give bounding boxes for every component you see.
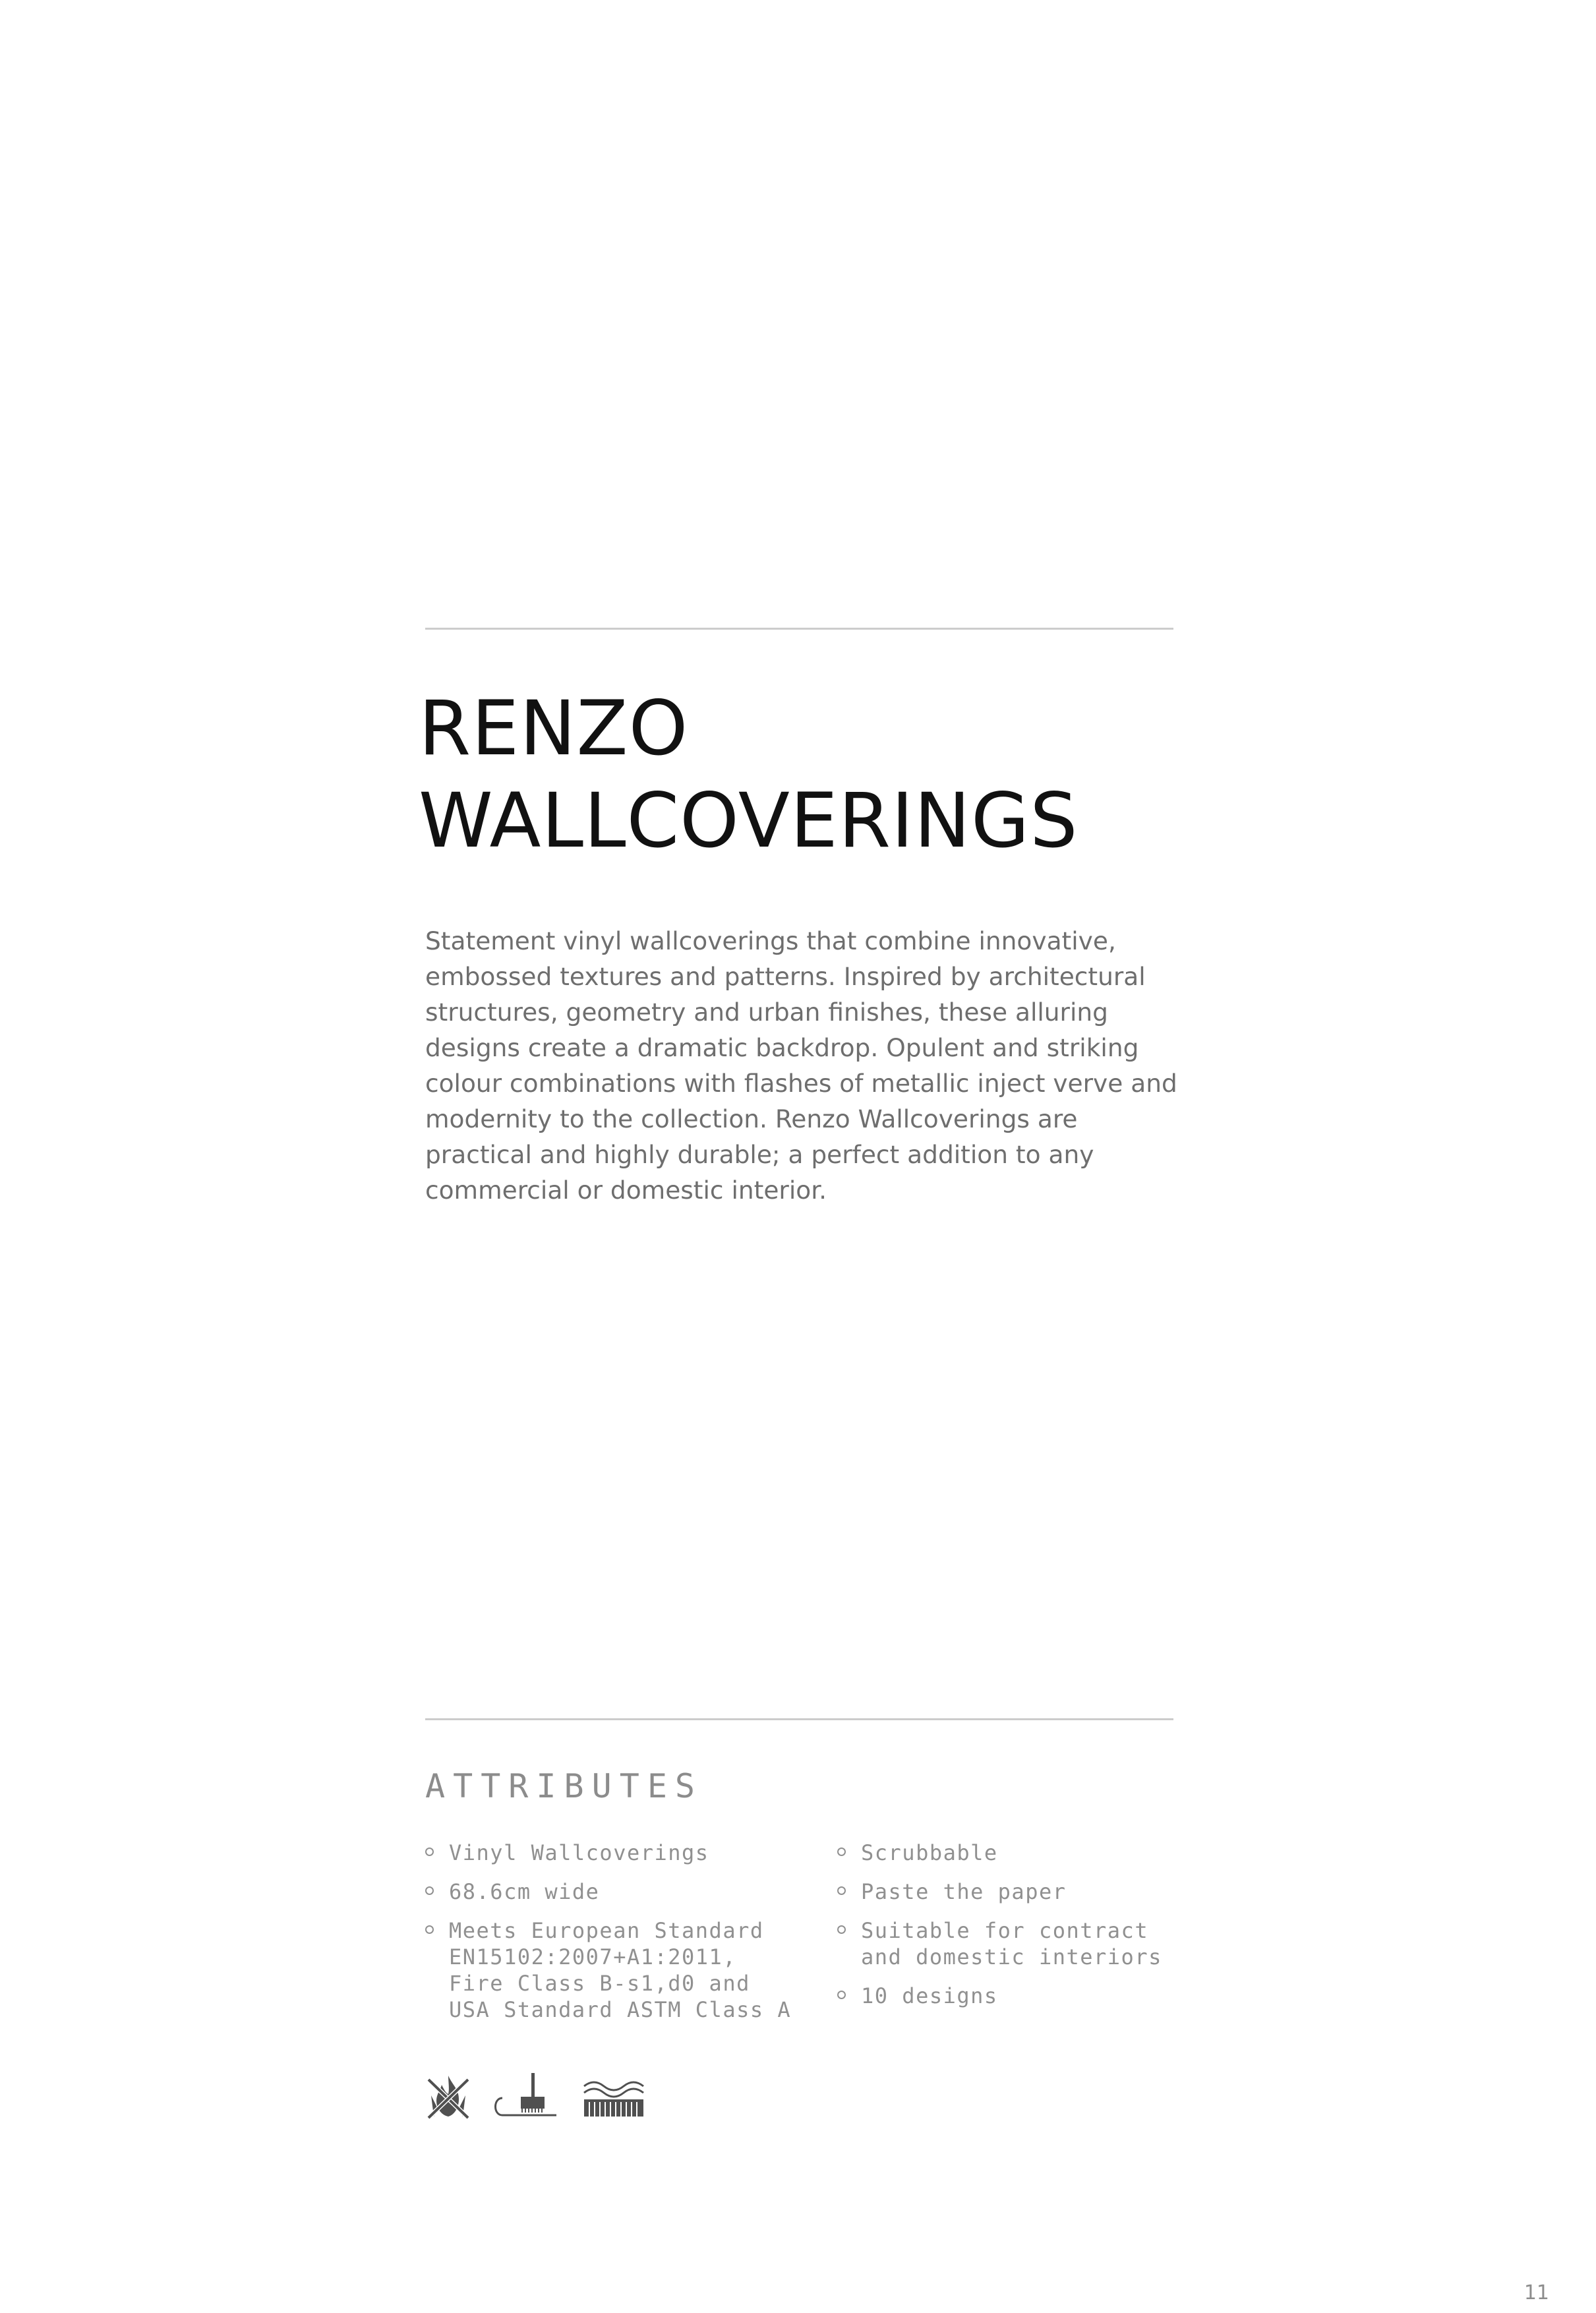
attribute-item: Suitable for contract and domestic interiors	[837, 1917, 1206, 1970]
page-number: 11	[1523, 2281, 1549, 2304]
attributes-divider	[425, 1718, 1173, 1720]
title-line-2: WALLCOVERINGS	[419, 777, 1079, 864]
attribute-item: Meets European Standard EN15102:2007+A1:2011, Fire Class B-s1,d0 and USA Standard ASTM Class A	[425, 1917, 821, 2023]
attributes-heading: ATTRIBUTES	[425, 1767, 703, 1805]
attribute-item: Vinyl Wallcoverings	[425, 1840, 821, 1866]
attributes-list-right	[837, 1840, 1206, 2022]
attribute-item: Scrubbable	[837, 1840, 1206, 1866]
top-divider	[425, 628, 1173, 630]
paste-the-paper-icon	[488, 2070, 560, 2123]
attribute-item: 10 designs	[837, 1983, 1206, 2009]
title-line-1: RENZO	[419, 684, 689, 772]
attribute-item: Paste the paper	[837, 1878, 1206, 1905]
fire-resistant-icon	[422, 2070, 475, 2123]
page-title	[419, 682, 1210, 867]
intro-paragraph: Statement vinyl wallcoverings that combine innovative, embossed textures and patterns. Inspired by architectural structures, geometry and urban finishes, these alluring designs create a dramatic backdrop. Opulent and striking colour combinations with flashes of metallic inject verve and modernity to the collection. Renzo Wallcoverings are practical and highly durable; a perfect addition to any commercial or domestic interior.	[425, 926, 1177, 1205]
scrubbable-icon	[580, 2070, 646, 2123]
attribute-item: 68.6cm wide	[425, 1878, 821, 1905]
attributes-list-left	[425, 1840, 821, 2035]
